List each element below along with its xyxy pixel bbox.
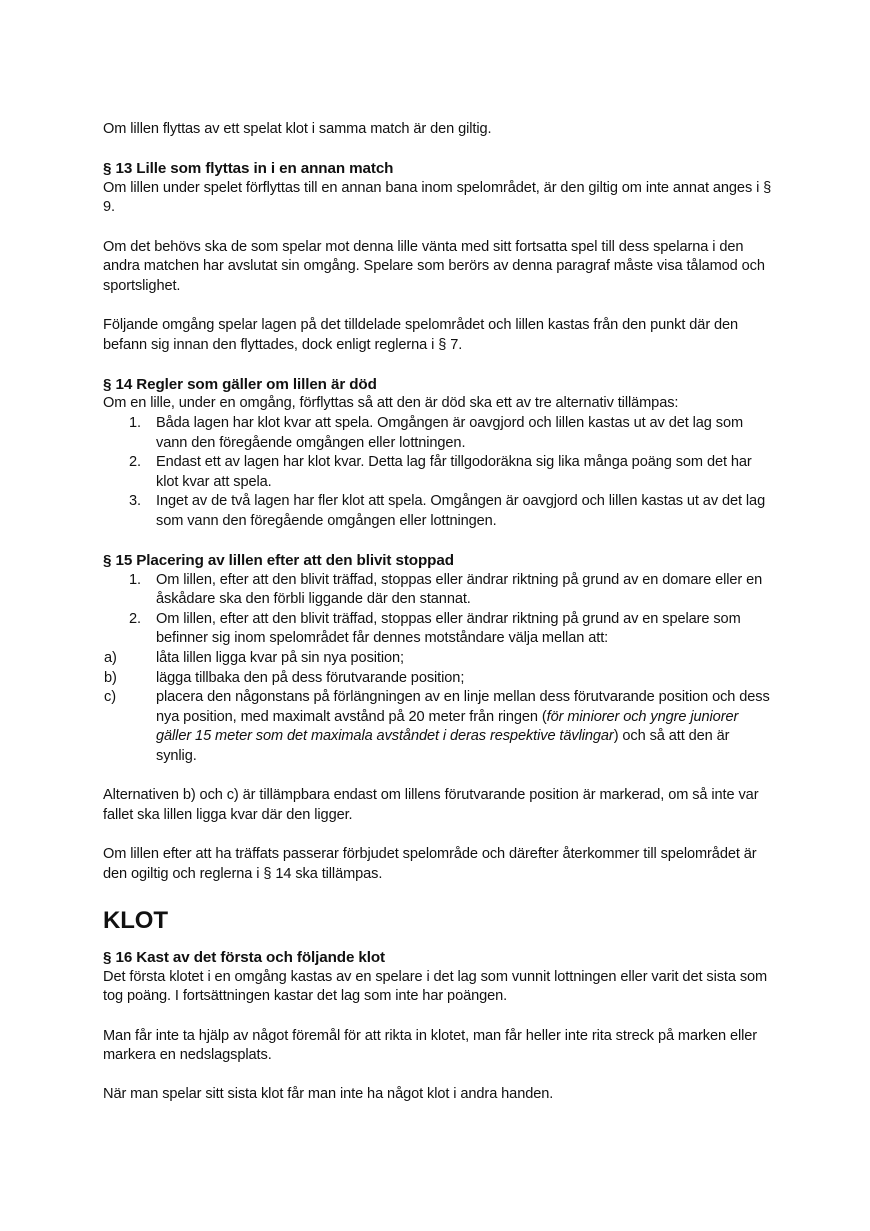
list-item-text: Inget av de två lagen har fler klot att spela. Omgången är oavgjord och lillen kastas ut av det lag som vann den föregående omgången eller lottningen. [156,493,766,529]
section-13-paragraph-1: Om lillen under spelet förflyttas till en annan bana inom spelområdet, är den giltig om inte annat anges i § 9. [103,179,772,216]
option-text-part-2: ) och så att den är synlig. [156,728,730,764]
option-text: låta lillen ligga kvar på sin nya position; [156,650,404,667]
spacer [103,140,773,160]
spacer [103,355,773,375]
section-15-heading: § 15 Placering av lillen efter att den blivit stoppad [103,552,454,570]
section-13-paragraph-2: Om det behövs ska de som spelar mot denna lille vänta med sitt fortsatta spel till dess spelarna i den andra matchen har avslutat sin omgång. Spelare som berörs av denna paragraf måste visa tålamod och sportslighet. [103,238,765,294]
section-14-list [103,414,773,532]
section-16-paragraph-1: Det första klotet i en omgång kastas av en spelare i det lag som vunnit lottningen eller varit det sista som tog poäng. I fortsättningen kastar det lag som inte har poängen. [103,968,768,1005]
option-text: lägga tillbaka den på dess förutvarande position; [156,669,465,686]
option-item-b [103,669,773,689]
option-text-part-1: placera den någonstans på förlängningen av en linje mellan dess förutvarande position och dess nya position, med maximalt avstånd på 20 meter från ringen ( [156,689,770,725]
paragraph-moved-same-match: Om lillen flyttas av ett spelat klot i samma match är den giltig. [103,121,492,137]
list-item [103,453,773,492]
option-marker: a) [104,650,117,667]
spacer [103,218,773,238]
option-marker: b) [104,669,117,686]
option-marker: c) [104,689,116,706]
list-item [103,414,773,453]
section-14-intro: Om en lille, under en omgång, förflyttas så att den är död ska ett av tre alternativ tillämpas: [103,395,679,412]
section-15-options [103,649,773,767]
list-item-text: Båda lagen har klot kvar att spela. Omgången är oavgjord och lillen kastas ut av det lag som vann den föregående omgången eller lottningen. [156,414,744,451]
section-15-list [103,571,773,649]
list-marker: 2. [129,610,141,627]
option-item-c [103,688,773,766]
list-item [103,571,773,610]
section-13-heading: § 13 Lille som flyttas in i en annan match [103,160,394,178]
list-marker: 3. [129,493,141,510]
spacer [103,767,773,787]
spacer [103,296,773,316]
list-item-text: Endast ett av lagen har klot kvar. Detta lag får tillgodoräkna sig lika många poäng som det har klot kvar att spela. [156,454,752,490]
section-15-alternatives-paragraph: Alternativen b) och c) är tillämpbara endast om lillens förutvarande position är markerad, om så inte var fallet ska lillen ligga kvar där den ligger. [103,787,759,823]
list-marker: 1. [129,414,141,431]
option-item-a [103,649,773,669]
spacer [103,531,773,551]
section-16-paragraph-3: När man spelar sitt sista klot får man inte ha något klot i andra handen. [103,1086,554,1103]
section-14-heading: § 14 Regler som gäller om lillen är död [103,375,377,393]
section-16-paragraph-2: Man får inte ta hjälp av något föremål för att rikta in klotet, man får heller inte rita streck på marken eller markera en nedslagsplats. [103,1027,758,1064]
list-item [103,610,773,649]
spacer [103,884,773,906]
klot-section-title: KLOT [103,907,168,935]
list-item-text: Om lillen, efter att den blivit träffad, stoppas eller ändrar riktning på grund av en domare eller en åskådare ska den förbli liggande där den stannat. [156,571,763,608]
list-marker: 2. [129,454,141,471]
list-item [103,492,773,531]
section-13-paragraph-3: Följande omgång spelar lagen på det tilldelade spelområdet och lillen kastas från den punkt där den befann sig innan den flyttades, dock enligt reglerna i § 7. [103,316,739,353]
spacer [103,936,773,948]
spacer [103,1007,773,1027]
section-15-forbidden-paragraph: Om lillen efter att ha träffats passerar förbjudet spelområde och därefter återkommer till spelområdet är den ogiltig och reglerna i § 14 ska tillämpas. [103,845,757,882]
spacer [103,825,773,845]
section-16-heading: § 16 Kast av det första och följande klot [103,949,386,967]
spacer [103,1066,773,1086]
document-body [103,120,773,1105]
list-marker: 1. [129,571,141,588]
list-item-text: Om lillen, efter att den blivit träffad, stoppas eller ändrar riktning på grund av en spelare som befinner sig inom spelområdet får dennes motståndare välja mellan att: [156,610,741,647]
option-text-italic: för miniorer och yngre juniorer gäller 15 meter som det maximala avståndet i deras respektive tävlingar [156,708,739,745]
